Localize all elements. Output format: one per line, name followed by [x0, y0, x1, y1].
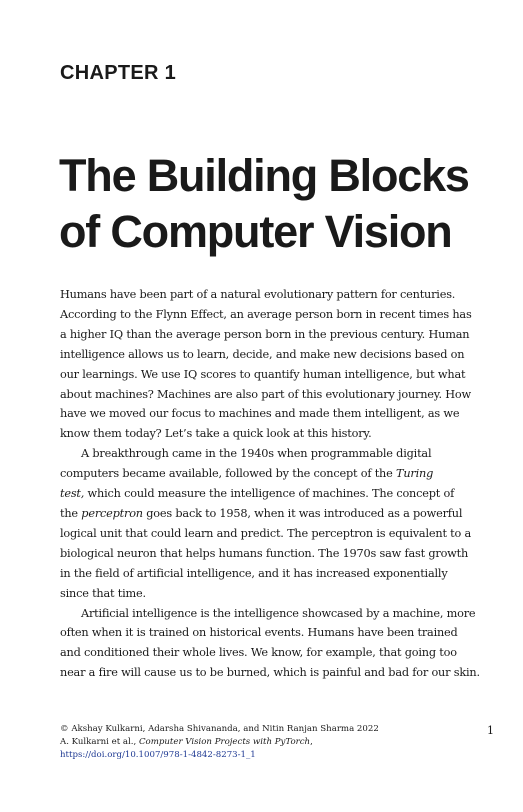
copyright-notice: © Akshay Kulkarni, Adarsha Shivananda, and Nitin Ranjan Sharma 2022	[60, 724, 379, 734]
page-footer	[60, 723, 500, 762]
text-line: about machines? Machines are also part of this evolutionary journey. How	[60, 387, 471, 401]
text-line: near a fire will cause us to be burned, which is painful and bad for our skin.	[60, 666, 480, 680]
chapter-title	[59, 148, 499, 260]
text-line: in the field of artificial intelligence, and it has increased exponentially	[60, 566, 448, 580]
chapter-label: CHAPTER 1	[60, 62, 177, 84]
text-line: Humans have been part of a natural evolutionary pattern for centuries.	[60, 288, 456, 301]
text-run: computers became available, followed by the concept of the	[60, 467, 396, 481]
text-line	[60, 464, 497, 484]
chapter-title-line: of Computer Vision	[59, 206, 452, 257]
text-run: the	[60, 506, 82, 520]
italic-term-perceptron: perceptron	[81, 506, 143, 520]
book-title: Computer Vision Projects with PyTorch	[138, 737, 311, 747]
text-line: biological neuron that helps humans function. The 1970s saw fast growth	[60, 546, 469, 560]
doi-line	[60, 749, 500, 762]
text-run: goes back to 1958, when it was introduced as a powerful	[142, 506, 463, 520]
text-line: have we moved our focus to machines and made them intelligent, as we	[60, 407, 460, 421]
body-text	[60, 285, 497, 683]
text-line: our learnings. We use IQ scores to quantify human intelligence, but what	[60, 367, 466, 381]
text-line: know them today? Let’s take a quick look at this history.	[60, 427, 372, 441]
page-number: 1	[487, 724, 494, 737]
paragraph-2	[60, 444, 497, 603]
italic-term-turing: Turing	[395, 467, 434, 481]
text-line: since that time.	[60, 586, 146, 600]
text-run: which could measure the intelligence of machines. The concept of	[84, 487, 455, 501]
text-line: often when it is trained on historical events. Humans have been trained	[60, 626, 458, 640]
text-line: and conditioned their whole lives. We know, for example, that going too	[60, 646, 457, 660]
text-line: a higher IQ than the average person born in the previous century. Human	[60, 327, 470, 341]
chapter-title-line: The Building Blocks	[59, 150, 469, 201]
paragraph-1	[60, 285, 497, 444]
paragraph-3	[60, 604, 497, 684]
text-run: ,	[310, 737, 313, 747]
doi-link[interactable]: https://doi.org/10.1007/978-1-4842-8273-1_1	[60, 750, 256, 760]
text-line: logical unit that could learn and predict. The perceptron is equivalent to a	[60, 526, 472, 540]
text-line: A breakthrough came in the 1940s when programmable digital	[81, 447, 432, 461]
citation	[60, 736, 500, 749]
text-run: A. Kulkarni et al.,	[60, 737, 139, 747]
text-line: According to the Flynn Effect, an average person born in recent times has	[60, 307, 472, 321]
text-line	[60, 504, 497, 524]
text-line: Artificial intelligence is the intelligence showcased by a machine, more	[81, 606, 476, 620]
text-line: intelligence allows us to learn, decide, and make new decisions based on	[60, 347, 465, 361]
text-line	[60, 484, 497, 504]
italic-term-test: test,	[60, 487, 85, 501]
